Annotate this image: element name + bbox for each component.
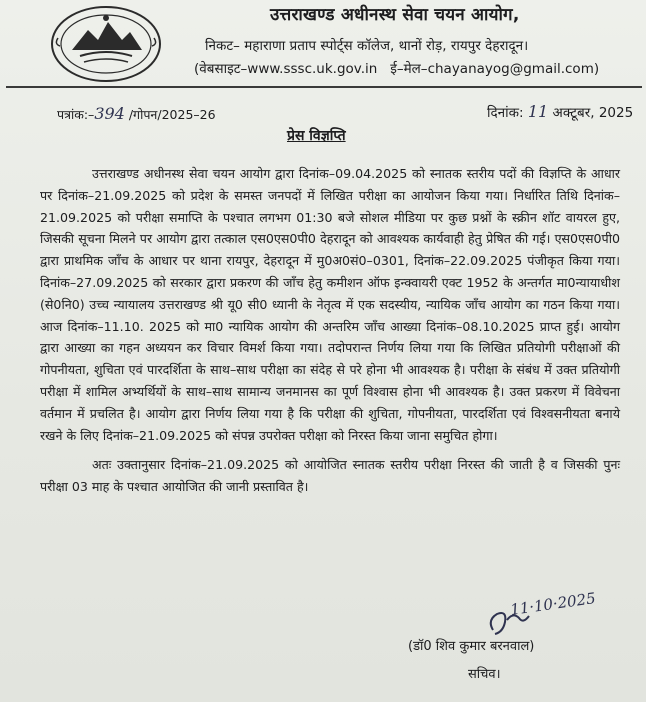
signatory-name: (डॉ0 शिव कुमार बरनवाल) — [408, 639, 535, 654]
commission-emblem-icon — [50, 4, 162, 84]
reference-prefix: पत्रांक:– — [57, 107, 95, 122]
date-month-year: अक्टूबर, 2025 — [552, 105, 634, 121]
date-handwritten-day: 11 — [527, 102, 549, 121]
org-address: निकट– महाराणा प्रताप स्पोर्ट्स कॉलेज, थानों रोड़, रायपुर देहरादून। — [205, 38, 529, 54]
reference-handwritten-number: 394 — [94, 104, 125, 123]
signature-handwritten-date: 11·10·2025 — [509, 589, 597, 619]
org-title: उत्तराखण्ड अधीनस्थ सेवा चयन आयोग, — [270, 5, 520, 25]
body-paragraph-main: उत्तराखण्ड अधीनस्थ सेवा चयन आयोग द्वारा दिनांक–09.04.2025 को स्नातक स्तरीय पदों की विज्ञप्ति के आधार पर दिनांक–21.09.2025 को प्रदेश के समस्त जनपदों में लिखित परीक्षा का आयोजन किया गया। निर्धारित तिथि दिनांक–21.09.2025 को परीक्षा समाप्ति के पश्चात लगभग 01:30 बजे सोशल मीडिया पर कुछ प्रश्नों के स्क्रीन शॉट वायरल हुए, जिसकी सूचना मिलने पर आयोग द्वारा तत्काल एस0एस0पी0 देहरादून को आवश्यक कार्यवाही हेतु प्रेषित की गई। एस0एस0पी0 द्वारा प्राथमिक जाँच के आधार पर थाना रायपुर, देहरादून में मु0अ0सं0–0301, दिनांक–22.09.2025 पंजीकृत किया गया। दिनांक–27.09.2025 को सरकार द्वारा प्रकरण की जाँच हेतु कमीशन ऑफ इन्क्वायरी एक्ट 1952 के अन्तर्गत मा0न्यायाधीश (से0नि0) उच्च न्यायालय उत्तराखण्ड श्री यू0 सी0 ध्यानी के नेतृत्व में एक सदस्यीय, न्यायिक जाँच आयोग का गठन किया गया। आज दिनांक–11.10. 2025 को मा0 न्यायिक आयोग की अन्तरिम जाँच आख्या दिनांक–08.10.2025 प्राप्त हुई। आयोग द्वारा आख्या का गहन अध्ययन कर विचार विमर्श किया गया। तदोपरान्त निर्णय लिया गया कि लिखित प्रतियोगी परीक्षाओं की गोपनीयता, शुचिता एवं पारदर्शिता के साथ–साथ परीक्षा का संदेह से परे होना भी आवश्यक है। परीक्षा के संबंध में उक्त प्रतियोगी परीक्षा में शामिल अभ्यर्थियों के साथ–साथ सामान्य जनमानस का पूर्ण विश्वास होना भी आवश्यक है। उक्त प्रकरण में विवेचना वर्तमान में प्रचलित है। आयोग द्वारा निर्णय लिया गया है कि परीक्षा की शुचिता, गोपनीयता, पारदर्शिता एवं विश्वसनीयता बनाये रखने के लिए दिनांक–21.09.2025 को संपन्न उपरोक्त परीक्षा को निरस्त किया जाना समुचित होगा। — [40, 166, 620, 443]
email-label: ई–मेल– — [390, 61, 428, 77]
document-heading: प्रेस विज्ञप्ति — [287, 128, 346, 144]
website-label: (वेबसाइट– — [194, 61, 248, 77]
website-link: www.sssc.uk.gov.in — [247, 61, 378, 77]
letter-date — [487, 102, 633, 121]
org-contact — [194, 59, 599, 77]
email-address: chayanayog@gmail.com) — [427, 61, 600, 77]
body-paragraph-conclusion: अतः उक्तानुसार दिनांक–21.09.2025 को आयोजित स्नातक स्तरीय परीक्षा निरस्त की जाती है व जिसकी पुनः परीक्षा 03 माह के पश्चात आयोजित की जानी प्रस्तावित है। — [40, 457, 620, 495]
reference-number — [57, 104, 216, 123]
document-body — [40, 163, 620, 498]
date-label: दिनांक: — [487, 105, 524, 121]
signatory-designation: सचिव। — [468, 667, 501, 682]
reference-suffix: /गोपन/2025–26 — [128, 107, 216, 122]
header-divider — [6, 86, 642, 88]
